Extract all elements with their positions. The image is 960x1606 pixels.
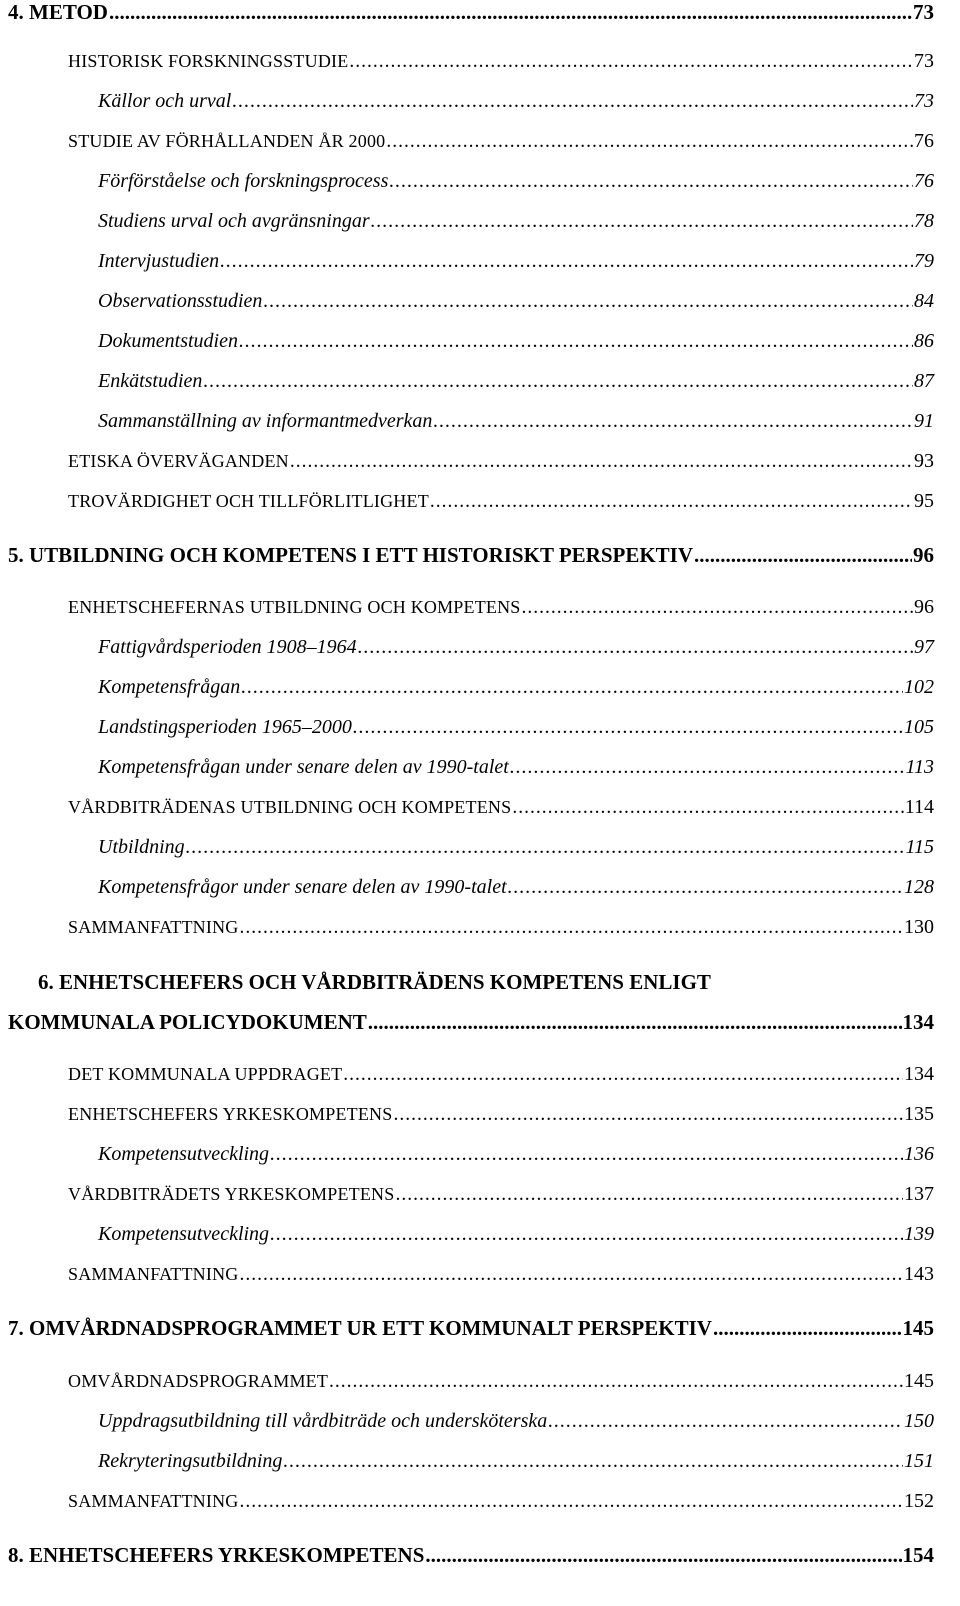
toc-entry[interactable]	[98, 1410, 934, 1433]
toc-entry-heading-line: 6. ENHETSCHEFERS OCH VÅRDBITRÄDENS KOMPETENS ENLIGT	[38, 970, 711, 994]
toc-entry[interactable]	[98, 290, 934, 313]
toc-page-number: 143	[904, 1263, 934, 1285]
toc-dot-leader	[239, 1264, 903, 1286]
toc-entry-title: VÅRDBITRÄDETS YRKESKOMPETENS	[68, 1184, 395, 1204]
toc-page-number: 145	[904, 1370, 934, 1392]
toc-page-number: 97	[914, 636, 934, 658]
toc-dot-leader	[283, 1450, 903, 1473]
toc-page-number: 86	[914, 330, 934, 352]
toc-page-number: 73	[914, 50, 934, 72]
toc-dot-leader	[694, 543, 912, 568]
toc-entry-title: TROVÄRDIGHET OCH TILLFÖRLITLIGHET	[68, 491, 429, 511]
toc-entry-title: ENHETSCHEFERNAS UTBILDNING OCH KOMPETENS	[68, 597, 521, 617]
toc-entry[interactable]	[68, 50, 934, 73]
toc-entry[interactable]	[98, 330, 934, 353]
toc-entry-title: Utbildning	[98, 836, 185, 858]
toc-entry-title: Observationsstudien	[98, 290, 263, 312]
toc-entry[interactable]	[8, 0, 934, 25]
toc-dot-leader	[270, 1223, 903, 1246]
toc-entry-title: Kompetensfrågor under senare delen av 1990-talet	[98, 876, 507, 898]
toc-entry-title: ETISKA ÖVERVÄGANDEN	[68, 451, 289, 471]
toc-entry[interactable]	[98, 370, 934, 393]
toc-entry[interactable]	[98, 836, 934, 859]
toc-dot-leader	[358, 636, 913, 659]
toc-dot-leader	[203, 370, 913, 393]
toc-page-number: 128	[904, 876, 934, 898]
toc-page-number: 84	[914, 290, 934, 312]
toc-dot-leader	[329, 1371, 903, 1393]
toc-entry-title: Sammanställning av informantmedverkan	[98, 410, 433, 432]
toc-entry[interactable]	[98, 1223, 934, 1246]
toc-dot-leader	[433, 410, 913, 433]
toc-dot-leader	[430, 491, 913, 513]
toc-entry[interactable]	[98, 1450, 934, 1473]
toc-entry-title: DET KOMMUNALA UPPDRAGET	[68, 1064, 343, 1084]
toc-dot-leader	[186, 836, 905, 859]
toc-entry-title: Rekryteringsutbildning	[98, 1450, 283, 1472]
toc-entry[interactable]	[98, 1143, 934, 1166]
toc-dot-leader	[386, 131, 913, 153]
toc-page-number: 135	[904, 1103, 934, 1125]
toc-page-number: 96	[913, 543, 934, 567]
toc-page-number: 114	[904, 796, 934, 818]
toc-entry[interactable]	[68, 596, 934, 619]
toc-dot-leader	[343, 1064, 903, 1086]
toc-page-number: 95	[914, 490, 934, 512]
toc-entry[interactable]	[68, 1103, 934, 1126]
toc-page-number: 137	[904, 1183, 934, 1205]
toc-page-number: 154	[902, 1543, 934, 1567]
toc-page-number: 102	[904, 676, 934, 698]
toc-dot-leader	[548, 1410, 903, 1433]
toc-entry-title: Kompetensfrågan	[98, 676, 241, 698]
toc-entry-title: Källor och urval	[98, 90, 232, 112]
toc-entry[interactable]	[98, 876, 934, 899]
toc-entry[interactable]	[98, 210, 934, 233]
toc-entry[interactable]	[98, 410, 934, 433]
toc-entry[interactable]	[68, 1370, 934, 1393]
toc-dot-leader	[512, 797, 903, 819]
toc-entry-title: Dokumentstudien	[98, 330, 238, 352]
toc-dot-leader	[713, 1316, 902, 1341]
toc-entry[interactable]	[8, 1010, 934, 1035]
toc-entry[interactable]	[68, 1183, 934, 1206]
toc-page-number: 73	[914, 90, 934, 112]
toc-entry[interactable]	[98, 636, 934, 659]
toc-dot-leader	[425, 1543, 901, 1568]
toc-entry-title: 8. ENHETSCHEFERS YRKESKOMPETENS	[8, 1543, 425, 1567]
toc-page-number: 79	[914, 250, 934, 272]
toc-page-number: 134	[904, 1063, 934, 1085]
toc-entry-title: Uppdragsutbildning till vårdbiträde och undersköterska	[98, 1410, 548, 1432]
toc-page-number: 152	[904, 1490, 934, 1512]
toc-dot-leader	[371, 210, 913, 233]
toc-entry[interactable]	[98, 716, 934, 739]
toc-entry-title: Kompetensutveckling	[98, 1143, 270, 1165]
toc-dot-leader	[393, 1104, 903, 1126]
toc-entry[interactable]	[68, 490, 934, 513]
toc-entry-title: HISTORISK FORSKNINGSSTUDIE	[68, 51, 349, 71]
toc-dot-leader	[263, 290, 913, 313]
toc-dot-leader	[241, 676, 903, 699]
toc-page-number: 78	[914, 210, 934, 232]
toc-entry[interactable]	[68, 916, 934, 939]
toc-page-number: 115	[905, 836, 934, 858]
toc-entry[interactable]	[68, 1063, 934, 1086]
toc-entry-title: STUDIE AV FÖRHÅLLANDEN ÅR 2000	[68, 131, 386, 151]
toc-entry[interactable]	[68, 796, 934, 819]
toc-page-number: 105	[904, 716, 934, 738]
toc-entry[interactable]	[8, 543, 934, 568]
toc-dot-leader	[239, 1491, 903, 1513]
toc-entry-title: 4. METOD	[8, 0, 108, 24]
toc-dot-leader	[349, 51, 913, 73]
toc-page-number: 139	[904, 1223, 934, 1245]
toc-dot-leader	[232, 90, 913, 113]
toc-dot-leader	[368, 1010, 902, 1035]
toc-entry-title: Enkätstudien	[98, 370, 203, 392]
toc-entry[interactable]	[8, 1543, 934, 1568]
toc-dot-leader	[239, 330, 913, 353]
toc-page-number: 136	[904, 1143, 934, 1165]
toc-entry-title: VÅRDBITRÄDENAS UTBILDNING OCH KOMPETENS	[68, 797, 512, 817]
toc-page-number: 91	[914, 410, 934, 432]
toc-dot-leader	[389, 170, 913, 193]
toc-page-number: 87	[914, 370, 934, 392]
toc-entry-title: Landstingsperioden 1965–2000	[98, 716, 352, 738]
toc-page-number: 130	[904, 916, 934, 938]
toc-page-number: 73	[913, 0, 934, 24]
toc-dot-leader	[395, 1184, 903, 1206]
toc-dot-leader	[220, 250, 913, 273]
toc-entry[interactable]	[8, 1316, 934, 1341]
toc-dot-leader	[270, 1143, 903, 1166]
toc-dot-leader	[510, 756, 905, 779]
toc-page-number: 151	[904, 1450, 934, 1472]
toc-dot-leader	[522, 597, 913, 619]
toc-entry-title: Förförståelse och forskningsprocess	[98, 170, 389, 192]
toc-entry[interactable]	[68, 1263, 934, 1286]
toc-entry-title: Intervjustudien	[98, 250, 220, 272]
toc-entry[interactable]	[98, 90, 934, 113]
toc-entry[interactable]	[98, 250, 934, 273]
toc-dot-leader	[239, 917, 903, 939]
toc-entry[interactable]	[68, 130, 934, 153]
toc-entry-title: SAMMANFATTNING	[68, 917, 239, 937]
toc-page-number: 76	[914, 130, 934, 152]
toc-entry[interactable]	[68, 450, 934, 473]
toc-page-number: 96	[914, 596, 934, 618]
toc-entry-title: 7. OMVÅRDNADSPROGRAMMET UR ETT KOMMUNALT PERSPEKTIV	[8, 1316, 712, 1340]
toc-page-number: 76	[914, 170, 934, 192]
toc-entry-title: SAMMANFATTNING	[68, 1491, 239, 1511]
toc-page-number: 113	[905, 756, 934, 778]
toc-entry-title: 5. UTBILDNING OCH KOMPETENS I ETT HISTORISKT PERSPEKTIV	[8, 543, 694, 567]
toc-entry-title: Kompetensutveckling	[98, 1223, 270, 1245]
toc-entry-title: OMVÅRDNADSPROGRAMMET	[68, 1371, 329, 1391]
toc-dot-leader	[353, 716, 903, 739]
toc-page-number: 145	[902, 1316, 934, 1340]
toc-entry-title: SAMMANFATTNING	[68, 1264, 239, 1284]
toc-entry-title: Kompetensfrågan under senare delen av 1990-talet	[98, 756, 509, 778]
toc-entry-title: KOMMUNALA POLICYDOKUMENT	[8, 1010, 367, 1034]
toc-dot-leader	[508, 876, 903, 899]
toc-entry-title: Studiens urval och avgränsningar	[98, 210, 370, 232]
toc-entry-title: ENHETSCHEFERS YRKESKOMPETENS	[68, 1104, 393, 1124]
toc-entry[interactable]	[98, 756, 934, 779]
toc-dot-leader	[109, 0, 912, 25]
toc-entry-title: Fattigvårdsperioden 1908–1964	[98, 636, 357, 658]
toc-page-number: 93	[914, 450, 934, 472]
toc-page-number: 134	[902, 1010, 934, 1034]
toc-entry[interactable]	[98, 676, 934, 699]
toc-entry[interactable]	[68, 1490, 934, 1513]
toc-dot-leader	[290, 451, 913, 473]
toc-page-number: 150	[904, 1410, 934, 1432]
toc-entry[interactable]	[98, 170, 934, 193]
